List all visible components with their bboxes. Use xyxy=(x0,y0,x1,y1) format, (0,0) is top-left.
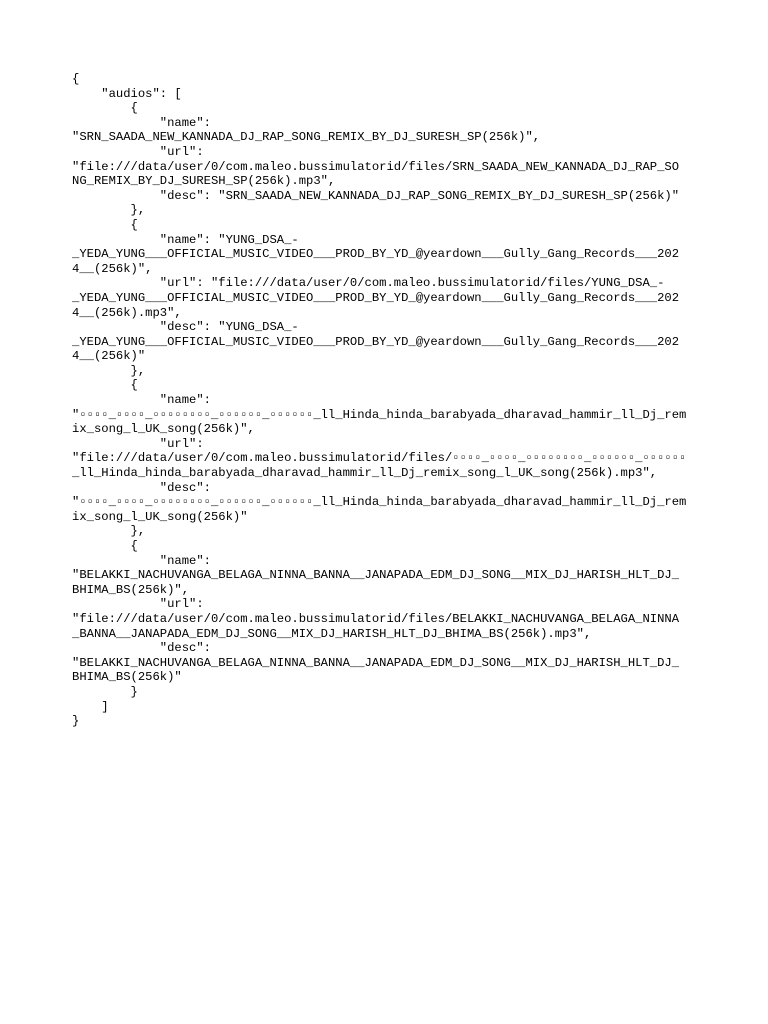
text-line: } xyxy=(72,684,138,699)
text-line: "audios": [ xyxy=(72,86,182,101)
text-line: _YEDA_YUNG___OFFICIAL_MUSIC_VIDEO___PROD_BY_YD_@yeardown___Gully_Gang_Records___202 xyxy=(72,334,680,349)
text-line: "BELAKKI_NACHUVANGA_BELAGA_NINNA_BANNA__JANAPADA_EDM_DJ_SONG__MIX_DJ_HARISH_HLT_DJ_ xyxy=(72,655,680,670)
text-line: "BELAKKI_NACHUVANGA_BELAGA_NINNA_BANNA__JANAPADA_EDM_DJ_SONG__MIX_DJ_HARISH_HLT_DJ_ xyxy=(72,568,680,583)
json-text xyxy=(72,72,698,743)
text-line: ] xyxy=(72,699,109,714)
text-line: "name": "YUNG_DSA_- xyxy=(72,232,299,247)
text-line: "▫▫▫▫_▫▫▫▫_▫▫▫▫▫▫▫▫_▫▫▫▫▫▫_▫▫▫▫▫▫_ll_Hinda_hinda_barabyada_dharavad_hammir_ll_Dj_rem xyxy=(72,495,687,510)
document-page xyxy=(72,72,698,743)
text-line: "file:///data/user/0/com.maleo.bussimulatorid/files/BELAKKI_NACHUVANGA_BELAGA_NINNA xyxy=(72,611,680,626)
text-line: { xyxy=(72,72,80,86)
text-line: "▫▫▫▫_▫▫▫▫_▫▫▫▫▫▫▫▫_▫▫▫▫▫▫_▫▫▫▫▫▫_ll_Hinda_hinda_barabyada_dharavad_hammir_ll_Dj_rem xyxy=(72,407,687,422)
text-line: { xyxy=(72,378,138,393)
text-line: 4__(256k)" xyxy=(72,349,146,364)
text-line: "desc": "SRN_SAADA_NEW_KANNADA_DJ_RAP_SONG_REMIX_BY_DJ_SURESH_SP(256k)" xyxy=(72,188,680,203)
text-line: "desc": xyxy=(72,641,211,656)
text-line: BHIMA_BS(256k)" xyxy=(72,670,182,685)
text-line: "SRN_SAADA_NEW_KANNADA_DJ_RAP_SONG_REMIX_BY_DJ_SURESH_SP(256k)", xyxy=(72,130,541,145)
text-line: 4__(256k)", xyxy=(72,261,153,276)
text-line: "url": xyxy=(72,436,204,451)
text-line: NG_REMIX_BY_DJ_SURESH_SP(256k).mp3", xyxy=(72,174,336,189)
text-line: "url": xyxy=(72,144,204,159)
text-line: "name": xyxy=(72,553,211,568)
text-line: 4__(256k).mp3", xyxy=(72,305,182,320)
text-line: "url": "file:///data/user/0/com.maleo.bussimulatorid/files/YUNG_DSA_- xyxy=(72,276,665,291)
text-line: }, xyxy=(72,363,146,378)
text-line: ix_song_l_UK_song(256k)", xyxy=(72,422,255,437)
text-line: "file:///data/user/0/com.maleo.bussimulatorid/files/SRN_SAADA_NEW_KANNADA_DJ_RAP_SO xyxy=(72,159,680,174)
text-line: "name": xyxy=(72,115,211,130)
text-line xyxy=(72,729,698,744)
text-line: }, xyxy=(72,524,146,539)
text-line: } xyxy=(72,714,80,729)
text-line: ix_song_l_UK_song(256k)" xyxy=(72,509,248,524)
text-line: _ll_Hinda_hinda_barabyada_dharavad_hammir_ll_Dj_remix_song_l_UK_song(256k).mp3", xyxy=(72,466,658,481)
text-line: { xyxy=(72,101,138,116)
text-line: "name": xyxy=(72,393,211,408)
text-line: { xyxy=(72,217,138,232)
text-line: _BANNA__JANAPADA_EDM_DJ_SONG__MIX_DJ_HARISH_HLT_DJ_BHIMA_BS(256k).mp3", xyxy=(72,626,592,641)
text-line: BHIMA_BS(256k)", xyxy=(72,582,190,597)
text-line: "desc": xyxy=(72,480,211,495)
text-line: "file:///data/user/0/com.maleo.bussimulatorid/files/▫▫▫▫_▫▫▫▫_▫▫▫▫▫▫▫▫_▫▫▫▫▫▫_▫▫▫▫▫▫ xyxy=(72,451,687,466)
text-line: "url": xyxy=(72,597,204,612)
text-line: _YEDA_YUNG___OFFICIAL_MUSIC_VIDEO___PROD_BY_YD_@yeardown___Gully_Gang_Records___202 xyxy=(72,290,680,305)
text-line: _YEDA_YUNG___OFFICIAL_MUSIC_VIDEO___PROD_BY_YD_@yeardown___Gully_Gang_Records___202 xyxy=(72,247,680,262)
text-line: "desc": "YUNG_DSA_- xyxy=(72,320,299,335)
text-line: }, xyxy=(72,203,146,218)
text-line: { xyxy=(72,539,138,553)
